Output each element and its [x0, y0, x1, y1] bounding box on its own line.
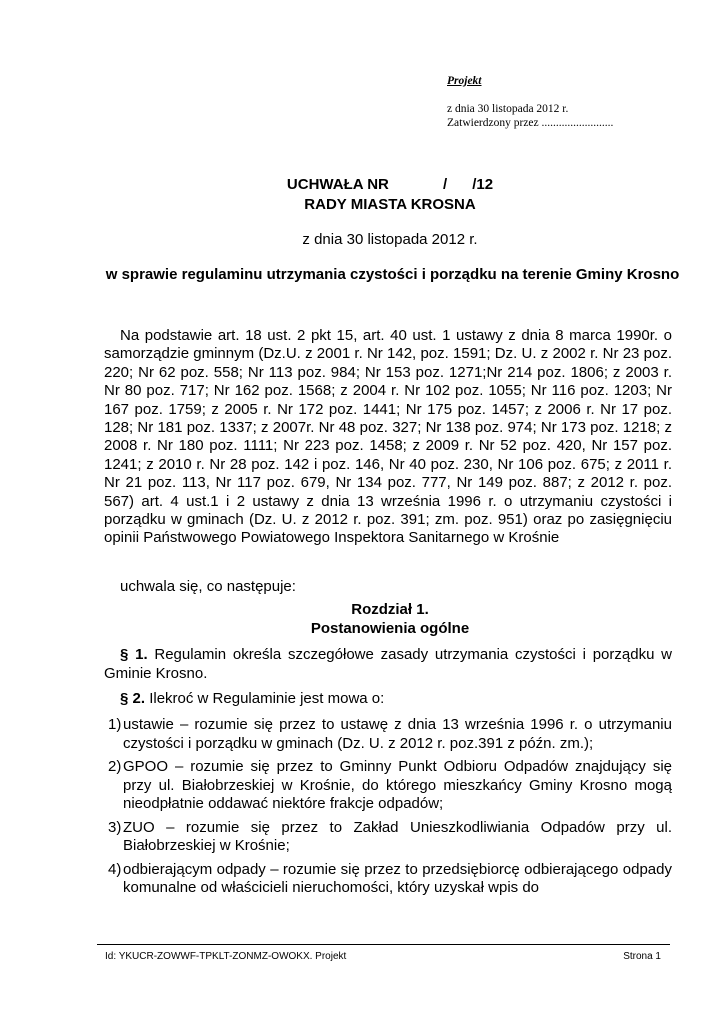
- approved-by: Zatwierdzony przez .........................: [447, 117, 614, 129]
- council-name: RADY MIASTA KROSNA: [304, 196, 476, 213]
- section-1-mark: § 1.: [120, 646, 148, 663]
- chapter-number: Rozdział 1.: [351, 601, 429, 618]
- section-2-text: Ilekroć w Regulaminie jest mowa o:: [145, 690, 385, 707]
- resolution-number: UCHWAŁA NR / /12: [286, 176, 494, 193]
- resolution-subject: w sprawie regulaminu utrzymania czystości i porządku na terenie Gminy Krosno: [105, 266, 680, 283]
- list-item: [108, 758, 672, 814]
- page-number: Strona 1: [623, 951, 661, 962]
- list-item-text: ZUO – rozumie się przez to Zakład Unieszkodliwiania Odpadów przy ul. Białobrzeskiej w Krośnie;: [123, 818, 672, 854]
- list-item-number: 3): [108, 818, 122, 836]
- list-item: [108, 861, 672, 898]
- chapter-name: Postanowienia ogólne: [310, 619, 470, 637]
- definitions-list: [108, 716, 672, 903]
- draft-header: [447, 74, 707, 130]
- draft-label: Projekt: [447, 75, 482, 87]
- section-2-mark: § 2.: [120, 690, 146, 707]
- resolution-date: z dnia 30 listopada 2012 r.: [302, 231, 478, 248]
- section-1-text: Regulamin określa szczegółowe zasady utrzymania czystości i porządku w Gminie Krosno.: [104, 646, 672, 682]
- preamble: Na podstawie art. 18 ust. 2 pkt 15, art. 40 ust. 1 ustawy z dnia 8 marca 1990r. o samorządzie gminnym (Dz.U. z 2001 r. Nr 142, poz. 1591; Dz. U. z 2002 r. Nr 23 poz. 220; Nr 62 poz. 558; Nr 113 poz. 984; Nr 153 poz. 1271;Nr 214 poz. 1806; z 2003 r. Nr 80 poz. 717; Nr 162 poz. 1568; z 2004 r. Nr 102 poz. 1055; Nr 116 poz. 1203; Nr 167 poz. 1759; z 2005 r. Nr 172 poz. 1441; Nr 175 poz. 1457; z 2006 r. Nr 17 poz. 128; Nr 181 poz. 1337; z 2007r. Nr 48 poz. 327; Nr 138 poz. 974; Nr 173 poz. 1218; z 2008 r. Nr 180 poz. 1111; Nr 223 poz. 1458; z 2009 r. Nr 52 poz. 420, Nr 157 poz. 1241; z 2010 r. Nr 28 poz. 142 i poz. 146, Nr 40 poz. 230, Nr 106 poz. 675; z 2011 r. Nr 21 poz. 113, Nr 117 poz. 679, Nr 134 poz. 777, Nr 149 poz. 887; z 2012 r. poz. 567) art. 4 ust.1 i 2 ustawy z dnia 13 września 1996 r. o utrzymaniu czystości i porządku w gminach (Dz. U. z 2012 r. poz. 391; zm. poz. 951) oraz po zasięgnięciu opinii Państwowego Powiatowego Inspektora Sanitarnego w Krośnie: [104, 327, 672, 547]
- list-item-number: 1): [108, 716, 122, 733]
- list-item: [108, 819, 672, 856]
- section-1: [104, 646, 672, 683]
- document-id: Id: YKUCR-ZOWWF-TPKLT-ZONMZ-OWOKX. Projekt: [105, 951, 347, 962]
- resolve-clause: uchwala się, co następuje:: [120, 578, 296, 595]
- list-item-number: 2): [108, 758, 122, 775]
- list-item-text: odbierającym odpady – rozumie się przez to przedsiębiorcę odbierającego odpady komunalne od właścicieli nieruchomości, który uzyskał wpis do: [123, 860, 672, 896]
- list-item-number: 4): [108, 860, 122, 878]
- list-item-text: ustawie – rozumie się przez to ustawę z dnia 13 września 1996 r. o utrzymaniu czystości i porządku w gminach (Dz. U. z 2012 r. poz.391 z późn. zm.);: [123, 716, 672, 752]
- draft-date: z dnia 30 listopada 2012 r.: [447, 103, 569, 115]
- list-item-text: GPOO – rozumie się przez to Gminny Punkt Odbioru Odpadów znajdujący się przy ul. Białobrzeskiej w Krośnie, do którego mieszkańcy Gminy Krosno mogą nieodpłatnie oddawać niektóre frakcje odpadów;: [123, 758, 672, 812]
- section-2: [104, 690, 672, 709]
- list-item: [108, 716, 672, 753]
- footer-divider: [97, 944, 670, 945]
- chapter-heading: [60, 601, 720, 638]
